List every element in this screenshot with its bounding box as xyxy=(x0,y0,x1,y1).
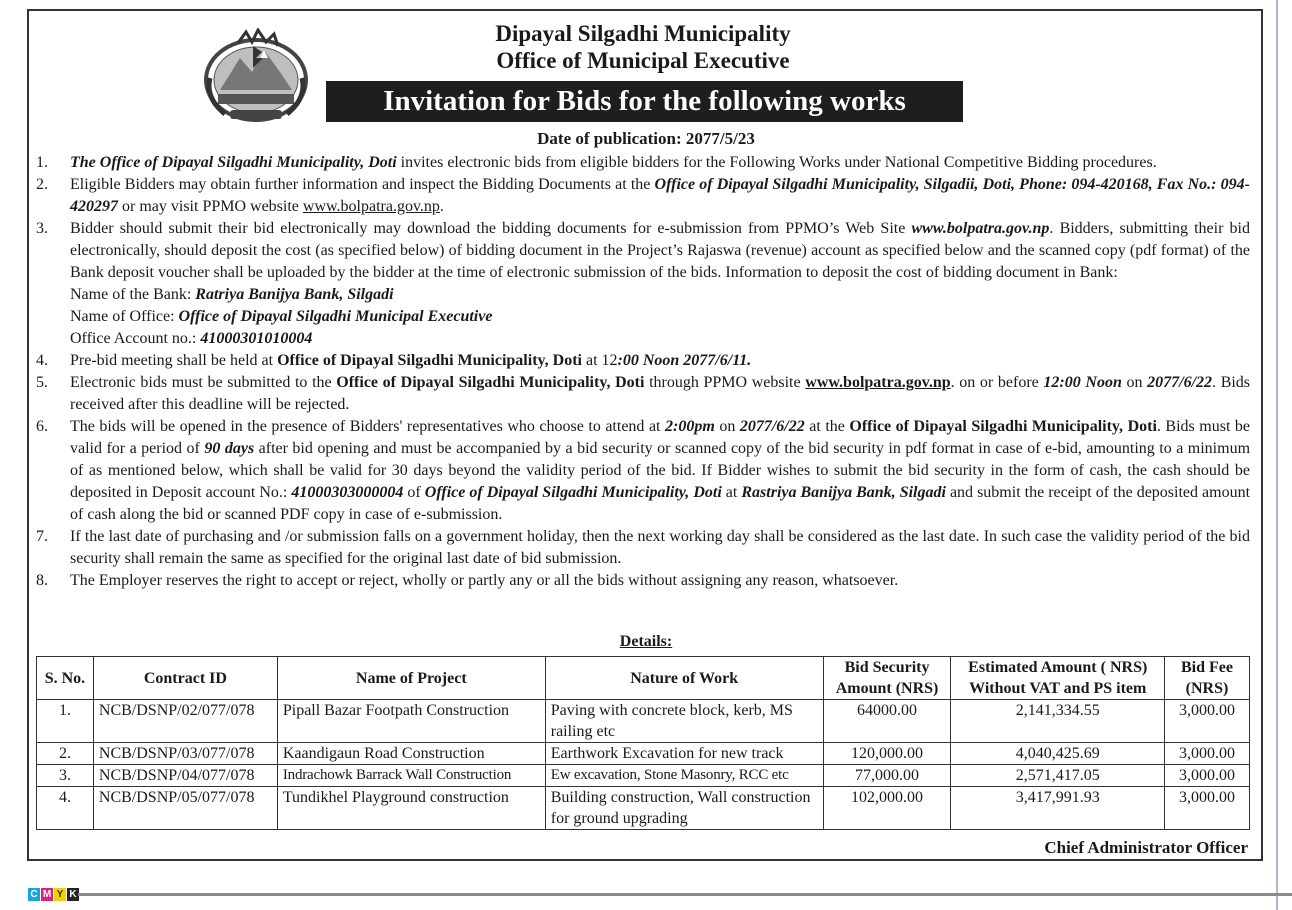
header-bid-security xyxy=(823,657,951,700)
item-text: 2077/6/22 xyxy=(1147,374,1213,391)
cell-project: Indrachowk Barrack Wall Construction xyxy=(277,765,545,787)
header-estimated-amount xyxy=(951,657,1165,700)
list-item xyxy=(36,350,1250,372)
print-bar xyxy=(78,893,1292,896)
cell-estimated-amount: 2,571,417.05 xyxy=(951,765,1165,787)
cell-project: Kaandigaun Road Construction xyxy=(277,743,545,765)
item-text: Eligible Bidders may obtain further information and inspect the Bidding Documents at the xyxy=(70,176,655,193)
item-text: Electronic bids must be submitted to the xyxy=(70,374,337,391)
bank-label: Name of the Bank: xyxy=(70,286,196,303)
list-item xyxy=(36,174,1250,218)
item-text: Office of Dipayal Silgadhi Municipality, Doti xyxy=(336,374,645,391)
cell-bid-security: 120,000.00 xyxy=(823,743,951,765)
item-text: Office of Dipayal Silgadhi Municipality, Doti xyxy=(424,484,722,501)
header-text: (NRS) xyxy=(1185,680,1229,697)
item-text: If the last date of purchasing and /or submission falls on a government holiday, then the next working day shall be considered as the last date. In such case the validity period of the bid security shall remain the same as specified for the original last date of bid submission. xyxy=(70,528,1250,567)
header-sno: S. No. xyxy=(37,657,94,700)
account-label: Office Account no.: xyxy=(70,330,201,347)
ppmo-link[interactable]: www.bolpatra.gov.np xyxy=(805,374,951,391)
cell-contract-id: NCB/DSNP/04/077/078 xyxy=(93,765,277,787)
item-text: The Office of Dipayal Silgadhi Municipality, Doti xyxy=(70,154,397,171)
item-text: and submit the receipt of the deposited amount of cash along the bid or scanned PDF copy in case of e-submission. xyxy=(70,484,1251,523)
cell-nature: Paving with concrete block, kerb, MS railing etc xyxy=(545,700,823,743)
cell-estimated-amount: 3,417,991.93 xyxy=(951,787,1165,830)
office-header xyxy=(0,20,1292,74)
cell-estimated-amount: 2,141,334.55 xyxy=(951,700,1165,743)
item-text: 2:00pm xyxy=(665,418,715,435)
header-nature: Nature of Work xyxy=(545,657,823,700)
notice-banner: Invitation for Bids for the following works xyxy=(326,81,963,122)
item-number: 2. xyxy=(36,176,48,193)
item-number: 5. xyxy=(36,374,48,391)
cell-sno: 4. xyxy=(37,787,94,830)
cell-contract-id: NCB/DSNP/03/077/078 xyxy=(93,743,277,765)
ppmo-link[interactable]: www.bolpatra.gov.np xyxy=(911,220,1050,237)
item-text: The Employer reserves the right to accept or reject, wholly or partly any or all the bids without assigning any reason, whatsoever. xyxy=(70,572,899,589)
header-text: Bid Fee xyxy=(1181,659,1233,676)
header-bid-fee xyxy=(1165,657,1250,700)
item-text: at the xyxy=(804,418,850,435)
cmyk-mark-c: C xyxy=(28,888,40,901)
bank-value: Ratriya Banijya Bank, Silgadi xyxy=(195,286,394,303)
header-text: Without VAT and PS item xyxy=(969,680,1147,697)
office-name: Office of Municipal Executive xyxy=(496,48,790,73)
account-value: 41000301010004 xyxy=(200,330,313,347)
cell-project: Pipall Bazar Footpath Construction xyxy=(277,700,545,743)
item-text: The bids will be opened in the presence of Bidders' representatives who choose to attend at xyxy=(70,418,666,435)
cell-bid-security: 77,000.00 xyxy=(823,765,951,787)
item-text: 2077/6/22 xyxy=(739,418,805,435)
bank-name-line xyxy=(70,284,1250,306)
item-text: . Bidders, submitting their bid electronically, should deposit the cost (as specified below) of bidding document in the Project’s Rajaswa (revenue) account as specified below and the scanned copy (pdf format) of the Bank deposit voucher shall be uploaded by the bidder at the time of electronic submission of the bids. Information to deposit the cost of bidding document in Bank: xyxy=(70,220,1250,281)
item-text: 41000303000004 xyxy=(291,484,404,501)
header-text: Amount (NRS) xyxy=(835,680,939,697)
cell-bid-fee: 3,000.00 xyxy=(1165,743,1250,765)
works-table xyxy=(36,656,1250,830)
list-item xyxy=(36,218,1250,350)
cell-nature: Building construction, Wall construction for ground upgrading xyxy=(545,787,823,830)
item-text: after bid opening and must be accompanied by a bid security or scanned copy of the bid security in pdf format in case of e-bid, amounting to a minimum of as mentioned below, which shall be valid for 30 days beyond the validity period of the bid. If Bidder wishes to submit the bid security in the form of cash, the cash should be deposited in Deposit account No.: xyxy=(70,440,1251,501)
item-text: 12:00 Noon xyxy=(1043,374,1122,391)
cell-sno: 2. xyxy=(37,743,94,765)
cell-bid-security: 102,000.00 xyxy=(823,787,951,830)
list-item xyxy=(36,416,1250,526)
cmyk-mark-m: M xyxy=(42,889,52,900)
item-text: :00 Noon 2077/6/11. xyxy=(617,352,752,369)
item-text: at xyxy=(721,484,742,501)
cell-estimated-amount: 4,040,425.69 xyxy=(951,743,1165,765)
cell-contract-id: NCB/DSNP/05/077/078 xyxy=(93,787,277,830)
cell-bid-fee: 3,000.00 xyxy=(1165,787,1250,830)
item-text: . on or before xyxy=(950,374,1044,391)
item-text: Pre-bid meeting shall be held at xyxy=(70,352,278,369)
item-text: invites electronic bids from eligible bidders for the Following Works under National Competitive Bidding procedures. xyxy=(396,154,1157,171)
item-number: 8. xyxy=(36,572,48,589)
table-row xyxy=(37,787,1250,830)
cell-bid-fee: 3,000.00 xyxy=(1165,700,1250,743)
cmyk-registration-marks xyxy=(28,888,80,902)
item-number: 7. xyxy=(36,528,48,545)
header-text: Bid Security xyxy=(844,659,930,676)
item-text: of xyxy=(403,484,425,501)
header-contract-id: Contract ID xyxy=(93,657,277,700)
cmyk-mark-k: K xyxy=(67,888,79,901)
list-item xyxy=(36,372,1250,416)
item-number: 3. xyxy=(36,220,48,237)
details-title: Details: xyxy=(619,633,673,650)
item-text: Office of Dipayal Silgadhi Municipality, Doti xyxy=(849,418,1157,435)
list-item xyxy=(36,570,1250,592)
cell-contract-id: NCB/DSNP/02/077/078 xyxy=(93,700,277,743)
list-item xyxy=(36,152,1250,174)
item-text: Rastriya Banijya Bank, Silgadi xyxy=(741,484,946,501)
publication-date: Date of publication: 2077/5/23 xyxy=(537,129,755,148)
cell-sno: 1. xyxy=(37,700,94,743)
item-text: . Bids received after this deadline will be rejected. xyxy=(70,374,1251,413)
item-text: Office of Dipayal Silgadhi Municipality, Doti xyxy=(277,352,582,369)
table-row xyxy=(37,700,1250,743)
item-text: on xyxy=(714,418,740,435)
table-row xyxy=(37,743,1250,765)
table-row xyxy=(37,765,1250,787)
item-text: through PPMO website xyxy=(644,374,806,391)
item-text: on xyxy=(1121,374,1148,391)
account-line xyxy=(70,328,1250,350)
cell-bid-security: 64000.00 xyxy=(823,700,951,743)
signatory-title: Chief Administrator Officer xyxy=(1044,838,1248,857)
list-item xyxy=(36,526,1250,570)
terms-list xyxy=(36,152,1250,592)
cell-project: Tundikhel Playground construction xyxy=(277,787,545,830)
item-number: 1. xyxy=(36,154,48,171)
ppmo-link[interactable]: www.bolpatra.gov.np xyxy=(302,198,440,215)
office-name-line xyxy=(70,306,1250,328)
item-text: . Bids must be valid for a period of xyxy=(70,418,1251,457)
item-text: Office of Dipayal Silgadhi Municipality, Silgadii, Doti, Phone: 094-420168, Fax No.: 094-420297 xyxy=(70,176,1250,215)
cell-nature: Ew excavation, Stone Masonry, RCC etc xyxy=(545,765,823,787)
municipality-name: Dipayal Silgadhi Municipality xyxy=(495,21,791,46)
item-text: Bidder should submit their bid electronically may download the bidding documents for e-submission from PPMO’s Web Site xyxy=(70,220,912,237)
table-header-row xyxy=(37,657,1250,700)
item-text: . xyxy=(439,198,444,215)
office-label: Name of Office: xyxy=(70,308,179,325)
item-text: or may visit PPMO website xyxy=(118,198,303,215)
cell-bid-fee: 3,000.00 xyxy=(1165,765,1250,787)
office-value: Office of Dipayal Silgadhi Municipal Executive xyxy=(178,308,493,325)
cell-sno: 3. xyxy=(37,765,94,787)
item-number: 4. xyxy=(36,352,48,369)
header-project: Name of Project xyxy=(277,657,545,700)
cell-nature: Earthwork Excavation for new track xyxy=(545,743,823,765)
cmyk-mark-y: Y xyxy=(54,888,66,901)
item-text: 90 days xyxy=(204,440,255,457)
item-text: at 12 xyxy=(581,352,618,369)
item-number: 6. xyxy=(36,418,48,435)
header-text: Estimated Amount ( NRS) xyxy=(968,659,1148,676)
